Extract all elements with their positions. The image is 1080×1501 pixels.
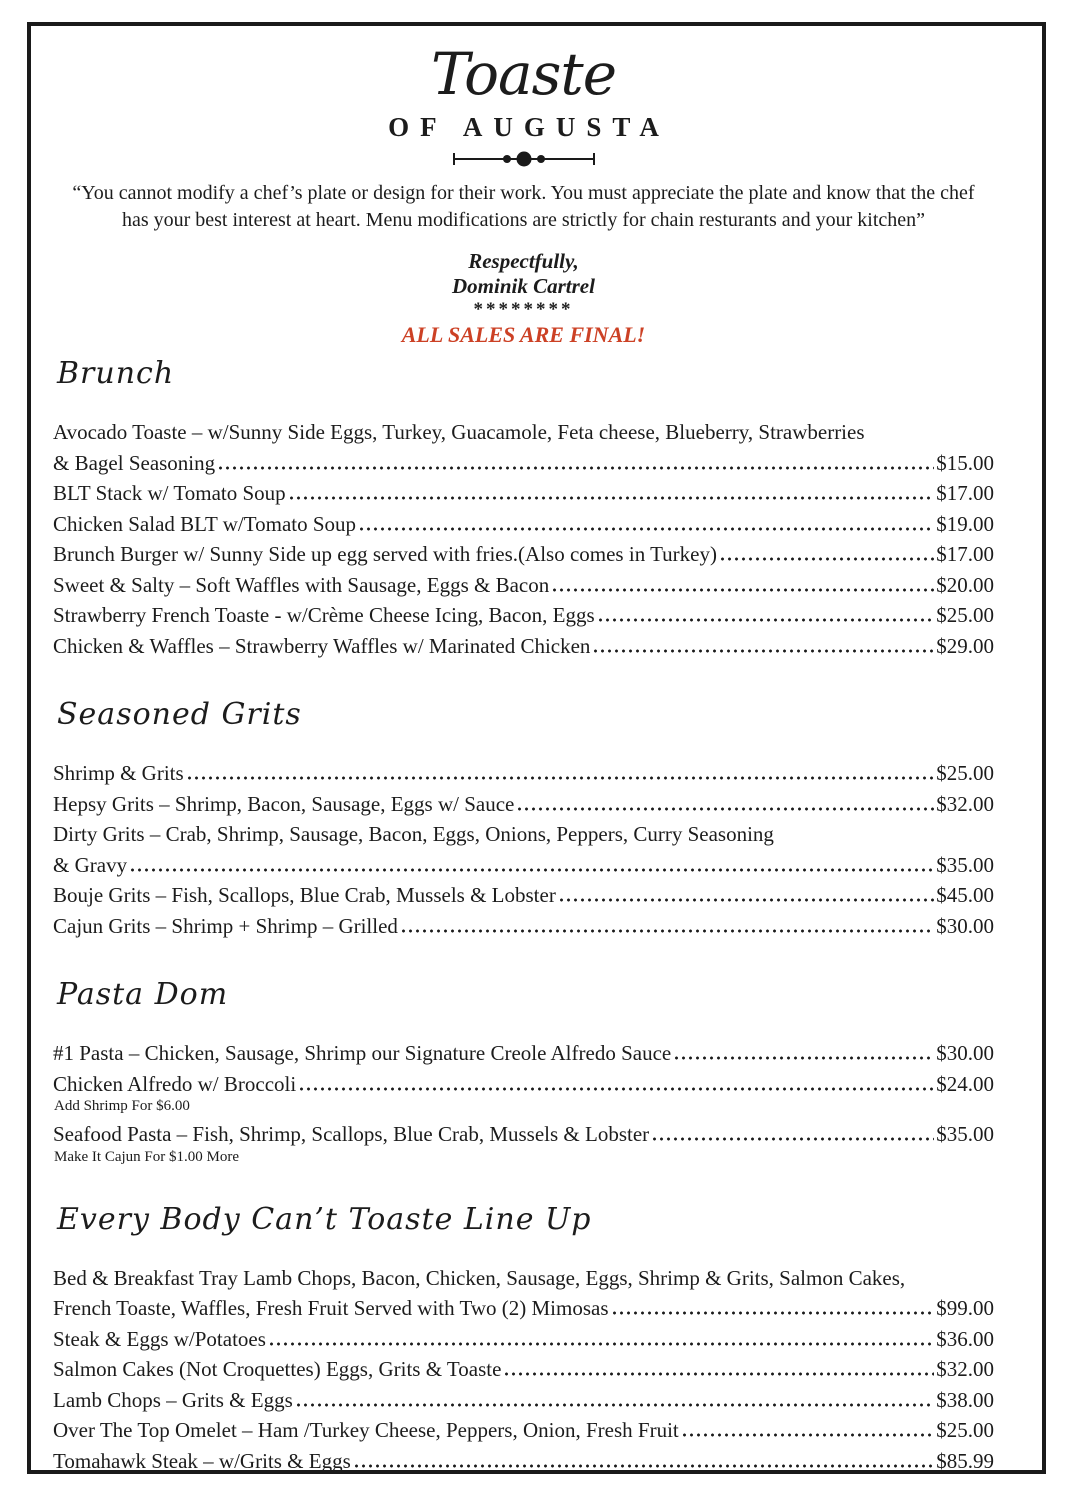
menu-item-price: $25.00 bbox=[936, 603, 994, 627]
menu-item-name: Salmon Cakes (Not Croquettes) Eggs, Grits & Toaste bbox=[53, 1357, 502, 1381]
menu-item-row bbox=[53, 1069, 994, 1100]
menu-item-price: $32.00 bbox=[936, 1357, 994, 1381]
dot-leader bbox=[651, 1137, 934, 1141]
menu-item-price: $35.00 bbox=[936, 852, 994, 877]
menu-item bbox=[53, 631, 994, 662]
menu-item-row bbox=[53, 600, 994, 631]
menu-item-row bbox=[53, 1446, 994, 1477]
menu-item bbox=[53, 570, 994, 601]
menu-section bbox=[53, 697, 994, 941]
section-heading: Every Body Can’t Toaste Line Up bbox=[57, 1201, 592, 1237]
menu-section bbox=[53, 356, 994, 661]
dot-leader bbox=[186, 776, 935, 780]
dot-leader bbox=[551, 588, 934, 592]
menu-item-name: Bouje Grits – Fish, Scallops, Blue Crab, Mussels & Lobster bbox=[53, 883, 556, 907]
menu-item-row bbox=[53, 631, 994, 662]
menu-item-price: $32.00 bbox=[936, 791, 994, 816]
menu-item-price: $15.00 bbox=[936, 450, 994, 475]
menu-item-row bbox=[53, 448, 994, 479]
restaurant-logo-script: Toaste bbox=[430, 40, 617, 108]
menu-item-name: Steak & Eggs w/Potatoes bbox=[53, 1326, 266, 1351]
menu-item-row bbox=[53, 850, 994, 881]
menu-item-name: Seafood Pasta – Fish, Shrimp, Scallops, Blue Crab, Mussels & Lobster bbox=[53, 1122, 650, 1146]
signature-respectfully: Respectfully, bbox=[468, 249, 579, 273]
menu-item-price: $17.00 bbox=[936, 542, 994, 566]
menu-item bbox=[53, 819, 994, 880]
dot-leader bbox=[217, 466, 934, 470]
menu-item-price: $45.00 bbox=[936, 883, 994, 907]
menu-item-row bbox=[53, 1354, 994, 1385]
menu-item-name: & Gravy bbox=[53, 852, 128, 877]
menu-item bbox=[53, 417, 994, 478]
menu-item-price: $24.00 bbox=[936, 1071, 994, 1096]
menu-item bbox=[53, 1069, 994, 1116]
dot-leader bbox=[558, 898, 934, 902]
menu-item-row bbox=[53, 789, 994, 820]
dot-leader bbox=[597, 618, 935, 622]
menu-item-price: $30.00 bbox=[936, 1041, 994, 1065]
dot-leader bbox=[592, 649, 934, 653]
signature-block bbox=[53, 249, 994, 348]
menu-item-row bbox=[53, 1415, 994, 1446]
dot-leader bbox=[295, 1403, 935, 1407]
menu-item-row bbox=[53, 1385, 994, 1416]
menu-item bbox=[53, 478, 994, 509]
menu-item bbox=[53, 911, 994, 942]
menu-item-name: Chicken Alfredo w/ Broccoli bbox=[53, 1071, 297, 1096]
chef-quote bbox=[53, 180, 994, 234]
menu-item bbox=[53, 1324, 994, 1355]
menu-item-price: $35.00 bbox=[936, 1122, 994, 1146]
menu-item-name: & Bagel Seasoning bbox=[53, 450, 216, 475]
menu-item-overflow-line: Bed & Breakfast Tray Lamb Chops, Bacon, Chicken, Sausage, Eggs, Shrimp & Grits, Salmon Cakes, bbox=[53, 1265, 906, 1290]
menu-item-row bbox=[53, 880, 994, 911]
menu-item-price: $30.00 bbox=[936, 913, 994, 938]
menu-item-name: Brunch Burger w/ Sunny Side up egg served with fries.(Also comes in Turkey) bbox=[53, 542, 717, 566]
menu-item-overflow-line: Dirty Grits – Crab, Shrimp, Sausage, Bacon, Eggs, Onions, Peppers, Curry Seasoning bbox=[53, 822, 774, 846]
menu-item-name: Cajun Grits – Shrimp + Shrimp – Grilled bbox=[53, 913, 398, 938]
menu-item-price: $38.00 bbox=[936, 1387, 994, 1412]
menu-item bbox=[53, 758, 994, 789]
menu-item-name: Over The Top Omelet – Ham /Turkey Cheese, Peppers, Onion, Fresh Fruit bbox=[53, 1418, 679, 1442]
restaurant-logo-subtitle: OF AUGUSTA bbox=[388, 112, 670, 142]
dot-leader bbox=[719, 557, 934, 561]
menu-item bbox=[53, 1385, 994, 1416]
menu-item-name: Hepsy Grits – Shrimp, Bacon, Sausage, Eggs w/ Sauce bbox=[53, 791, 515, 816]
menu-section bbox=[53, 1202, 994, 1477]
menu-item-row bbox=[53, 1293, 994, 1324]
dot-leader bbox=[288, 496, 935, 500]
signature-name: Dominik Cartrel bbox=[452, 274, 595, 298]
menu-item-row bbox=[53, 570, 994, 601]
menu-item-price: $36.00 bbox=[936, 1326, 994, 1351]
menu-item-price: $25.00 bbox=[936, 1418, 994, 1442]
dot-leader bbox=[503, 1372, 934, 1376]
menu-item bbox=[53, 1263, 994, 1324]
ornament-divider-icon bbox=[53, 148, 994, 170]
menu-item bbox=[53, 600, 994, 631]
dot-leader bbox=[516, 807, 934, 811]
menu-item-name: Sweet & Salty – Soft Waffles with Sausage, Eggs & Bacon bbox=[53, 572, 550, 597]
dot-leader bbox=[268, 1342, 934, 1346]
menu-item bbox=[53, 1446, 994, 1477]
menu-item-row bbox=[53, 1038, 994, 1069]
menu-item-row bbox=[53, 509, 994, 540]
menu-item bbox=[53, 1415, 994, 1446]
menu-item-row bbox=[53, 539, 994, 570]
dot-leader bbox=[611, 1311, 935, 1315]
menu-item bbox=[53, 509, 994, 540]
menu-section bbox=[53, 977, 994, 1166]
menu-item-price: $19.00 bbox=[936, 511, 994, 536]
menu-item-name: Strawberry French Toaste - w/Crème Cheese Icing, Bacon, Eggs bbox=[53, 603, 595, 627]
menu-item-price: $99.00 bbox=[936, 1296, 994, 1320]
menu-item-row bbox=[53, 1119, 994, 1150]
dot-leader bbox=[673, 1056, 934, 1060]
menu-item-price: $29.00 bbox=[936, 633, 994, 658]
dot-leader bbox=[298, 1087, 934, 1091]
menu-item-price: $25.00 bbox=[936, 761, 994, 785]
all-sales-final-notice: ALL SALES ARE FINAL! bbox=[401, 322, 646, 347]
menu-page-frame bbox=[27, 22, 1046, 1474]
menu-item-price: $20.00 bbox=[936, 572, 994, 597]
section-heading: Brunch bbox=[57, 356, 175, 391]
menu-item-row bbox=[53, 911, 994, 942]
menu-item-price: $17.00 bbox=[936, 481, 994, 505]
menu-item-name: Tomahawk Steak – w/Grits & Eggs bbox=[53, 1448, 351, 1473]
menu-item-row bbox=[53, 1324, 994, 1355]
menu-item-note: Make It Cajun For $1.00 More bbox=[54, 1148, 239, 1165]
menu-item bbox=[53, 539, 994, 570]
menu-item-name: #1 Pasta – Chicken, Sausage, Shrimp our Signature Creole Alfredo Sauce bbox=[53, 1041, 672, 1065]
dot-leader bbox=[681, 1433, 935, 1437]
dot-leader bbox=[353, 1464, 935, 1468]
menu-item-price: $85.99 bbox=[936, 1448, 994, 1473]
asterisk-separator: ******** bbox=[473, 299, 574, 320]
menu-item bbox=[53, 1119, 994, 1166]
menu-sections bbox=[53, 356, 994, 1476]
menu-item bbox=[53, 1038, 994, 1069]
chef-quote-line2: has your best interest at heart. Menu modifications are strictly for chain resturants and your kitchen” bbox=[121, 209, 926, 231]
menu-item-row bbox=[53, 478, 994, 509]
menu-item-name: Lamb Chops – Grits & Eggs bbox=[53, 1387, 293, 1412]
menu-item-name: BLT Stack w/ Tomato Soup bbox=[53, 481, 286, 505]
menu-item-overflow-line: Avocado Toaste – w/Sunny Side Eggs, Turkey, Guacamole, Feta cheese, Blueberry, Strawberries bbox=[53, 420, 865, 444]
dot-leader bbox=[129, 868, 934, 872]
menu-item-name: Shrimp & Grits bbox=[53, 761, 184, 785]
section-heading: Seasoned Grits bbox=[57, 697, 302, 732]
menu-item bbox=[53, 789, 994, 820]
menu-item-row bbox=[53, 758, 994, 789]
menu-item-name: Chicken Salad BLT w/Tomato Soup bbox=[53, 511, 357, 536]
menu-item-name: French Toaste, Waffles, Fresh Fruit Served with Two (2) Mimosas bbox=[53, 1296, 609, 1320]
masthead bbox=[53, 38, 994, 348]
dot-leader bbox=[358, 527, 934, 531]
menu-item bbox=[53, 1354, 994, 1385]
section-heading: Pasta Dom bbox=[57, 977, 229, 1012]
dot-leader bbox=[400, 929, 934, 933]
menu-item-note: Add Shrimp For $6.00 bbox=[54, 1098, 190, 1114]
menu-item bbox=[53, 880, 994, 911]
chef-quote-line1: “You cannot modify a chef’s plate or design for their work. You must appreciate the plate and know that the chef bbox=[72, 182, 975, 204]
menu-item-name: Chicken & Waffles – Strawberry Waffles w/ Marinated Chicken bbox=[53, 633, 591, 658]
